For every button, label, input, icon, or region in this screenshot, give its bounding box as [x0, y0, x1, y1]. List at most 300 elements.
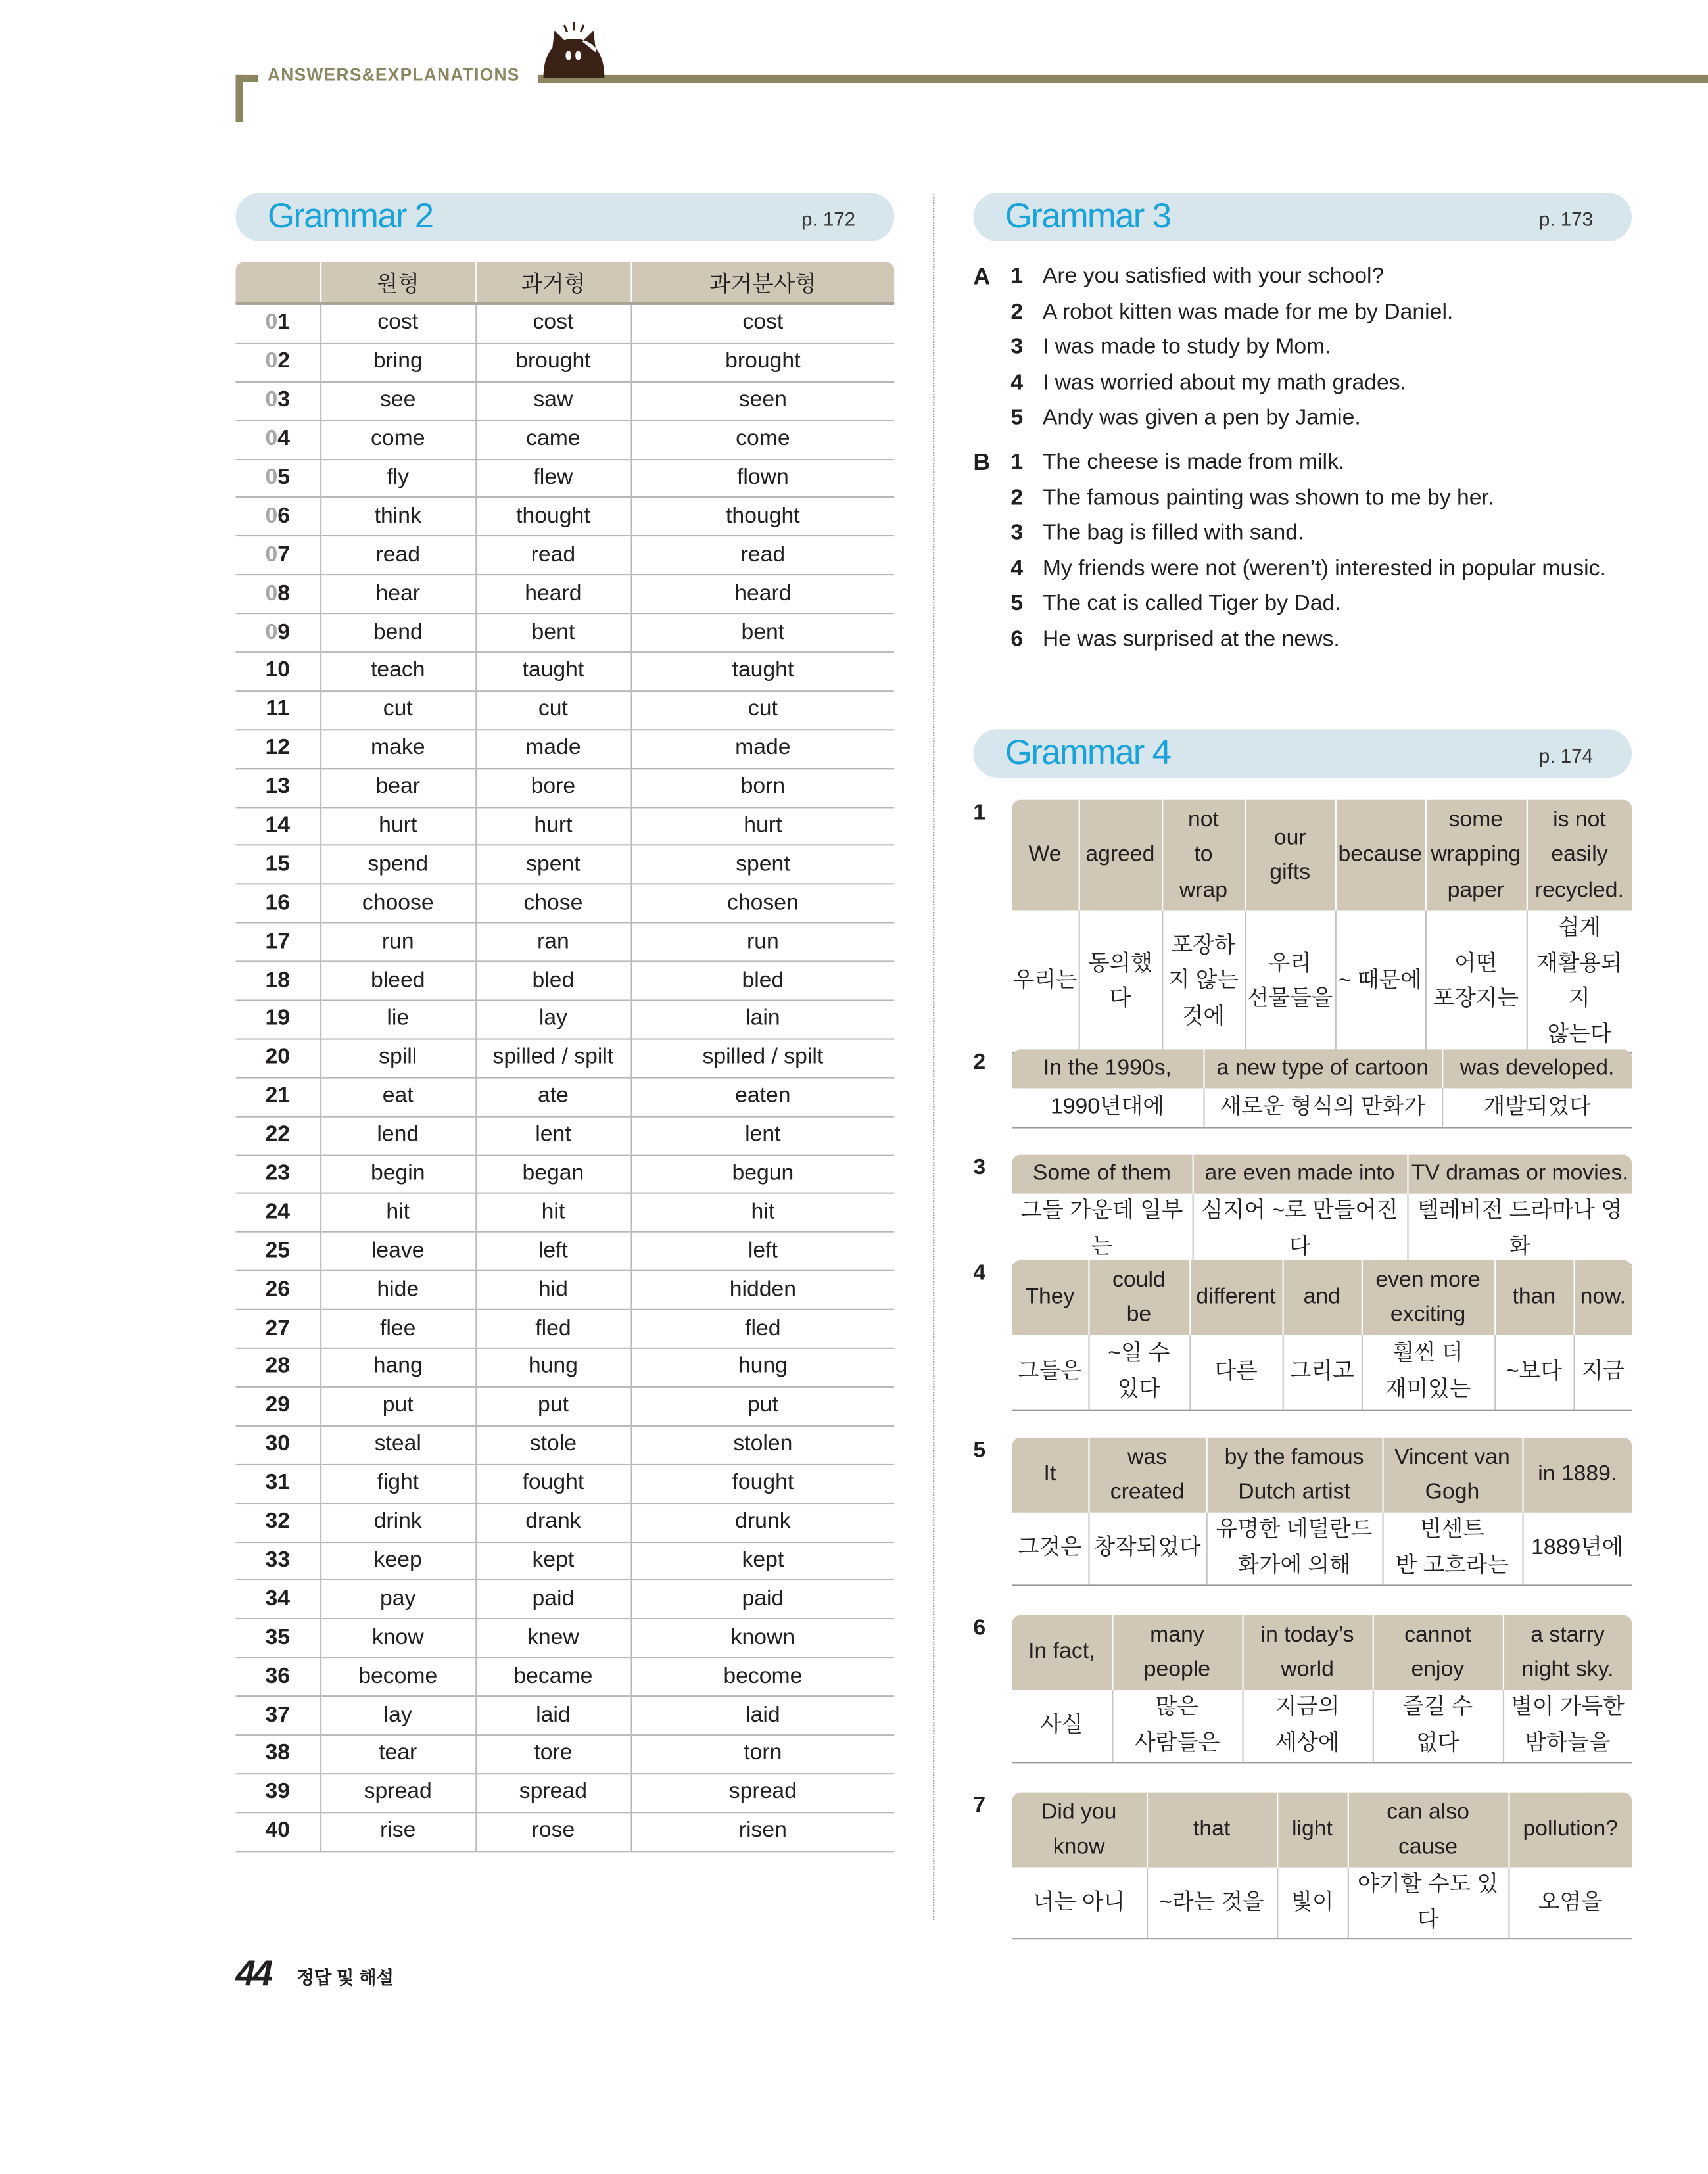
- answer-text: I was made to study by Mom.: [1042, 335, 1331, 360]
- verb-cell: hang: [320, 1348, 475, 1387]
- table-row: [235, 1503, 894, 1542]
- verb-cell: bore: [475, 768, 630, 807]
- verb-cell: hurt: [320, 807, 475, 845]
- row-number: 05: [235, 459, 320, 498]
- verb-cell: tore: [475, 1735, 630, 1774]
- korean-chunk: 1889년에: [1522, 1513, 1632, 1585]
- verb-cell: hide: [320, 1271, 475, 1310]
- row-number: 08: [235, 575, 320, 614]
- list-item: [973, 552, 1666, 587]
- verb-cell: eat: [320, 1077, 475, 1116]
- question-number: 7: [973, 1793, 986, 1818]
- answer-text: The bag is filled with sand.: [1042, 521, 1304, 546]
- verb-cell: fight: [320, 1464, 475, 1503]
- row-number: 18: [235, 962, 320, 1001]
- page-number: 44: [235, 1952, 271, 1994]
- table-row: [235, 884, 894, 923]
- table-row: [235, 845, 894, 884]
- korean-chunk: ~보다: [1494, 1335, 1573, 1410]
- footer-label: 정답 및 해설: [297, 1967, 394, 1989]
- english-chunk: not to wrap: [1162, 800, 1245, 911]
- row-number: 31: [235, 1464, 320, 1503]
- english-row: [1012, 1260, 1632, 1335]
- verb-cell: risen: [631, 1812, 895, 1851]
- verb-cell: tear: [320, 1735, 475, 1774]
- verb-cell: born: [631, 768, 895, 807]
- verb-cell: torn: [631, 1735, 895, 1774]
- question-number: 3: [973, 1156, 986, 1180]
- verb-forms-table: [235, 262, 894, 1852]
- verb-cell: know: [320, 1619, 475, 1658]
- verb-cell: come: [631, 420, 895, 459]
- verb-cell: rise: [320, 1812, 475, 1851]
- verb-cell: become: [320, 1657, 475, 1696]
- korean-chunk: 훨씬 더 재미있는: [1362, 1335, 1494, 1410]
- table-row: [235, 691, 894, 730]
- question-number: 5: [973, 1438, 986, 1463]
- table-row: [235, 304, 894, 343]
- english-chunk: even more exciting: [1362, 1260, 1494, 1335]
- row-number: 33: [235, 1542, 320, 1580]
- table-row: [235, 459, 894, 498]
- item-number: 4: [1010, 371, 1024, 395]
- korean-chunk: 지금의 세상에: [1242, 1690, 1372, 1762]
- korean-chunk: ~라는 것을: [1147, 1868, 1277, 1939]
- verb-cell: made: [475, 730, 630, 768]
- row-number: 27: [235, 1310, 320, 1348]
- english-chunk: can also cause: [1348, 1793, 1509, 1868]
- korean-chunk: 그들은: [1012, 1335, 1088, 1410]
- verb-cell: made: [631, 730, 895, 768]
- korean-chunk: 우리는: [1012, 910, 1078, 1052]
- english-chunk: than: [1494, 1260, 1573, 1335]
- english-chunk: They: [1012, 1260, 1088, 1335]
- english-chunk: now.: [1573, 1260, 1632, 1335]
- english-chunk: because: [1335, 800, 1425, 911]
- row-number: 21: [235, 1077, 320, 1116]
- korean-row: [1012, 1513, 1632, 1585]
- answer-text: Are you satisfied with your school?: [1042, 264, 1385, 289]
- verb-cell: drink: [320, 1503, 475, 1542]
- korean-row: [1012, 1868, 1632, 1939]
- row-number: 36: [235, 1657, 320, 1696]
- row-number: 16: [235, 884, 320, 923]
- row-number: 02: [235, 343, 320, 382]
- verb-cell: cut: [475, 691, 630, 730]
- list-item: [973, 330, 1666, 366]
- verb-cell: read: [320, 536, 475, 575]
- english-chunk: a new type of cartoon: [1203, 1049, 1442, 1088]
- row-number: 34: [235, 1580, 320, 1619]
- verb-cell: flee: [320, 1310, 475, 1348]
- answer-text: I was worried about my math grades.: [1042, 371, 1407, 395]
- english-chunk: We: [1012, 800, 1078, 911]
- verb-cell: bleed: [320, 962, 475, 1001]
- table-row: [235, 1271, 894, 1310]
- korean-chunk: 심지어 ~로 만들어진다: [1193, 1194, 1408, 1265]
- question-number: 2: [973, 1051, 986, 1075]
- verb-cell: came: [475, 420, 630, 459]
- verb-cell: bring: [320, 343, 475, 382]
- verb-cell: spent: [475, 845, 630, 884]
- verb-cell: fled: [475, 1310, 630, 1348]
- row-number: 01: [235, 304, 320, 343]
- verb-cell: ate: [475, 1077, 630, 1116]
- korean-row: [1012, 1690, 1632, 1762]
- korean-chunk: ~ 때문에: [1335, 910, 1425, 1052]
- table-row: [235, 536, 894, 575]
- item-number: 3: [1010, 335, 1024, 360]
- english-row: [1012, 1155, 1632, 1194]
- english-chunk: could be: [1088, 1260, 1189, 1335]
- english-chunk: It: [1012, 1438, 1088, 1513]
- verb-cell: choose: [320, 884, 475, 923]
- verb-cell: bled: [631, 962, 895, 1001]
- verb-cell: lie: [320, 1001, 475, 1039]
- row-number: 17: [235, 923, 320, 962]
- row-number: 24: [235, 1194, 320, 1233]
- table-row: [235, 730, 894, 768]
- verb-cell: saw: [475, 382, 630, 421]
- table-row: [235, 1387, 894, 1426]
- table-row: [235, 1464, 894, 1503]
- sentence-table-5: [1012, 1438, 1632, 1586]
- table-row: [235, 1657, 894, 1696]
- verb-cell: lend: [320, 1116, 475, 1155]
- list-item: [973, 587, 1666, 623]
- verb-cell: knew: [475, 1619, 630, 1658]
- english-chunk: In the 1990s,: [1012, 1049, 1203, 1088]
- row-number: 23: [235, 1155, 320, 1194]
- verb-cell: hung: [475, 1348, 630, 1387]
- verb-cell: rose: [475, 1812, 630, 1851]
- table-row: [235, 1001, 894, 1039]
- korean-chunk: 그것은: [1012, 1513, 1088, 1585]
- verb-cell: lay: [475, 1001, 630, 1039]
- verb-cell: hit: [631, 1194, 895, 1233]
- verb-cell: ran: [475, 923, 630, 962]
- table-row: [235, 1735, 894, 1774]
- english-chunk: In fact,: [1012, 1615, 1112, 1690]
- english-row: [1012, 1049, 1632, 1088]
- verb-cell: brought: [631, 343, 895, 382]
- row-number: 37: [235, 1696, 320, 1735]
- english-row: [1012, 1438, 1632, 1513]
- korean-chunk: 다른: [1189, 1335, 1282, 1410]
- column-divider: [933, 194, 934, 1920]
- item-number: 1: [1010, 264, 1024, 289]
- verb-cell: become: [631, 1657, 895, 1696]
- page-ref: p. 173: [1538, 208, 1594, 231]
- verb-cell: bent: [631, 613, 895, 652]
- list-item: [973, 481, 1666, 516]
- answer-text: The cat is called Tiger by Dad.: [1042, 592, 1341, 617]
- row-number: 29: [235, 1387, 320, 1426]
- row-number: 40: [235, 1812, 320, 1851]
- table-row: [235, 1696, 894, 1735]
- korean-chunk: 너는 아니: [1012, 1868, 1147, 1939]
- verb-cell: spread: [475, 1774, 630, 1812]
- verb-cell: pay: [320, 1580, 475, 1619]
- sentence-table-7: [1012, 1793, 1632, 1940]
- verb-cell: fly: [320, 459, 475, 498]
- english-chunk: in 1889.: [1522, 1438, 1632, 1513]
- korean-chunk: 새로운 형식의 만화가: [1203, 1088, 1442, 1127]
- row-number: 32: [235, 1503, 320, 1542]
- list-item: [973, 295, 1666, 330]
- verb-cell: heard: [475, 575, 630, 614]
- verb-cell: began: [475, 1155, 630, 1194]
- verb-cell: chosen: [631, 884, 895, 923]
- verb-cell: cost: [320, 304, 475, 343]
- verb-cell: hid: [475, 1271, 630, 1310]
- english-chunk: and: [1283, 1260, 1362, 1335]
- item-number: 6: [1010, 628, 1024, 652]
- verb-cell: fought: [631, 1464, 895, 1503]
- verb-cell: begun: [631, 1155, 895, 1194]
- english-chunk: our gifts: [1245, 800, 1335, 911]
- row-number: 15: [235, 845, 320, 884]
- verb-cell: cut: [320, 691, 475, 730]
- table-row: [235, 768, 894, 807]
- verb-cell: lay: [320, 1696, 475, 1735]
- korean-chunk: 포장하 지 않는 것에: [1162, 910, 1245, 1052]
- english-chunk: Some of them: [1012, 1155, 1192, 1194]
- table-row: [235, 1542, 894, 1580]
- english-chunk: was developed.: [1442, 1049, 1632, 1088]
- verb-cell: paid: [475, 1580, 630, 1619]
- verb-cell: left: [631, 1232, 895, 1271]
- row-number: 14: [235, 807, 320, 845]
- korean-chunk: 사실: [1012, 1690, 1112, 1762]
- english-chunk: cannot enjoy: [1373, 1615, 1503, 1690]
- verb-cell: make: [320, 730, 475, 768]
- verb-cell: bent: [475, 613, 630, 652]
- answer-text: The famous painting was shown to me by her.: [1042, 486, 1494, 510]
- table-row: [235, 420, 894, 459]
- table-row: [235, 1232, 894, 1271]
- table-row: [235, 1116, 894, 1155]
- verb-cell: stolen: [631, 1426, 895, 1465]
- row-number: 07: [235, 536, 320, 575]
- korean-chunk: 우리 선물들을: [1245, 910, 1335, 1052]
- row-number: 11: [235, 691, 320, 730]
- table-row: [235, 962, 894, 1001]
- verb-cell: bear: [320, 768, 475, 807]
- verb-cell: read: [475, 536, 630, 575]
- answer-section-a: [973, 259, 1666, 437]
- answer-text: My friends were not (weren’t) interested in popular music.: [1042, 557, 1606, 581]
- question-number: 1: [973, 801, 986, 825]
- header-bracket-top: [235, 75, 258, 82]
- verb-cell: drunk: [631, 1503, 895, 1542]
- table-row: [235, 1077, 894, 1116]
- table-row: [235, 1812, 894, 1851]
- page-ref: p. 172: [801, 208, 856, 231]
- header-rule: [538, 75, 1708, 83]
- header-title: ANSWERS&EXPLANATIONS: [267, 65, 520, 85]
- verb-cell: heard: [631, 575, 895, 614]
- verb-cell: cost: [475, 304, 630, 343]
- table-row: [235, 1039, 894, 1077]
- korean-chunk: 야기할 수도 있다: [1348, 1868, 1509, 1939]
- table-row: [235, 1155, 894, 1194]
- verb-cell: flew: [475, 459, 630, 498]
- korean-chunk: 지금: [1573, 1335, 1632, 1410]
- verb-cell: kept: [475, 1542, 630, 1580]
- verb-cell: begin: [320, 1155, 475, 1194]
- verb-cell: steal: [320, 1426, 475, 1465]
- row-number: 04: [235, 420, 320, 459]
- english-chunk: light: [1277, 1793, 1348, 1868]
- table-row: [235, 1619, 894, 1658]
- table-row: [235, 1774, 894, 1812]
- question-number: 4: [973, 1262, 986, 1285]
- english-chunk: in today’s world: [1242, 1615, 1372, 1690]
- section-title: Grammar 4: [1005, 733, 1171, 772]
- korean-chunk: 동의했다: [1079, 910, 1162, 1052]
- row-number: 25: [235, 1232, 320, 1271]
- item-number: 2: [1010, 300, 1024, 324]
- grammar2-banner: [235, 193, 894, 241]
- verb-cell: bled: [475, 962, 630, 1001]
- verb-cell: seen: [631, 382, 895, 421]
- question-number: 6: [973, 1616, 986, 1640]
- verb-cell: drank: [475, 1503, 630, 1542]
- verb-cell: paid: [631, 1580, 895, 1619]
- english-chunk: Did you know: [1012, 1793, 1147, 1868]
- row-number: 35: [235, 1619, 320, 1658]
- korean-chunk: 즐길 수 없다: [1373, 1690, 1503, 1762]
- grammar3-answers: [973, 259, 1666, 657]
- list-item: [973, 516, 1666, 552]
- table-row: [235, 652, 894, 691]
- verb-cell: think: [320, 498, 475, 536]
- table-row: [235, 1310, 894, 1348]
- section-letter: A: [973, 263, 991, 290]
- english-chunk: agreed: [1079, 800, 1162, 911]
- row-number: 26: [235, 1271, 320, 1310]
- list-item: [973, 445, 1666, 481]
- korean-row: [1012, 1088, 1632, 1127]
- korean-chunk: 쉽게 재활용되지 않는다: [1527, 910, 1632, 1052]
- verb-cell: lent: [475, 1116, 630, 1155]
- answer-text: Andy was given a pen by Jamie.: [1042, 406, 1361, 431]
- korean-row: [1012, 910, 1632, 1052]
- english-chunk: TV dramas or movies.: [1407, 1155, 1632, 1194]
- verb-cell: put: [475, 1387, 630, 1426]
- english-row: [1012, 800, 1632, 911]
- list-item: [973, 259, 1666, 295]
- item-number: 4: [1010, 557, 1024, 581]
- verb-cell: teach: [320, 652, 475, 691]
- sentence-table-4: [1012, 1260, 1632, 1411]
- verb-cell: laid: [475, 1696, 630, 1735]
- english-chunk: pollution?: [1508, 1793, 1632, 1868]
- verb-cell: come: [320, 420, 475, 459]
- verb-cell: chose: [475, 884, 630, 923]
- item-number: 1: [1010, 450, 1024, 475]
- verb-cell: spill: [320, 1039, 475, 1077]
- table-row: [235, 1426, 894, 1465]
- row-number: 10: [235, 652, 320, 691]
- verb-cell: read: [631, 536, 895, 575]
- verb-cell: hurt: [631, 807, 895, 845]
- verb-cell: laid: [631, 1696, 895, 1735]
- row-number: 03: [235, 382, 320, 421]
- column-header: [235, 262, 320, 304]
- verb-cell: bend: [320, 613, 475, 652]
- sentence-table-1: [1012, 800, 1632, 1054]
- row-number: 12: [235, 730, 320, 768]
- list-item: [973, 623, 1666, 658]
- verb-cell: hit: [475, 1194, 630, 1233]
- page-ref: p. 174: [1538, 744, 1594, 767]
- row-number: 19: [235, 1001, 320, 1039]
- table-row: [235, 923, 894, 962]
- row-number: 38: [235, 1735, 320, 1774]
- korean-chunk: 1990년대에: [1012, 1088, 1203, 1127]
- english-chunk: is not easily recycled.: [1527, 800, 1632, 911]
- verb-cell: cost: [631, 304, 895, 343]
- verb-cell: spilled / spilt: [475, 1039, 630, 1077]
- verb-cell: left: [475, 1232, 630, 1271]
- verb-cell: put: [631, 1387, 895, 1426]
- korean-chunk: 텔레비전 드라마나 영화: [1407, 1194, 1632, 1265]
- verb-cell: leave: [320, 1232, 475, 1271]
- korean-chunk: 유명한 네덜란드 화가에 의해: [1206, 1513, 1383, 1585]
- verb-cell: known: [631, 1619, 895, 1658]
- table-row: [235, 1348, 894, 1387]
- row-number: 13: [235, 768, 320, 807]
- korean-chunk: 창작되었다: [1088, 1513, 1206, 1585]
- table-row: [235, 807, 894, 845]
- answer-text: The cheese is made from milk.: [1042, 450, 1345, 475]
- english-row: [1012, 1615, 1632, 1690]
- english-chunk: different: [1189, 1260, 1282, 1335]
- verb-cell: keep: [320, 1542, 475, 1580]
- table-row: [235, 575, 894, 614]
- korean-chunk: 오염을: [1508, 1868, 1632, 1939]
- section-letter: B: [973, 449, 991, 476]
- item-number: 2: [1010, 486, 1024, 510]
- table-row: [235, 382, 894, 421]
- verb-cell: hit: [320, 1194, 475, 1233]
- korean-chunk: ~일 수 있다: [1088, 1335, 1189, 1410]
- cat-icon: [538, 20, 610, 81]
- verb-cell: run: [320, 923, 475, 962]
- column-header: 과거분사형: [631, 262, 895, 304]
- verb-cell: put: [320, 1387, 475, 1426]
- grammar4-banner: [973, 729, 1632, 778]
- english-chunk: many people: [1112, 1615, 1242, 1690]
- korean-chunk: 개발되었다: [1442, 1088, 1632, 1127]
- row-number: 09: [235, 613, 320, 652]
- row-number: 20: [235, 1039, 320, 1077]
- verb-cell: lent: [631, 1116, 895, 1155]
- column-header: 과거형: [475, 262, 630, 304]
- verb-cell: spread: [320, 1774, 475, 1812]
- section-title: Grammar 2: [267, 197, 433, 236]
- verb-cell: hung: [631, 1348, 895, 1387]
- verb-cell: kept: [631, 1542, 895, 1580]
- item-number: 5: [1010, 592, 1024, 617]
- answer-section-b: [973, 445, 1666, 658]
- verb-cell: cut: [631, 691, 895, 730]
- sentence-table-2: [1012, 1049, 1632, 1127]
- row-number: 28: [235, 1348, 320, 1387]
- item-number: 5: [1010, 406, 1024, 431]
